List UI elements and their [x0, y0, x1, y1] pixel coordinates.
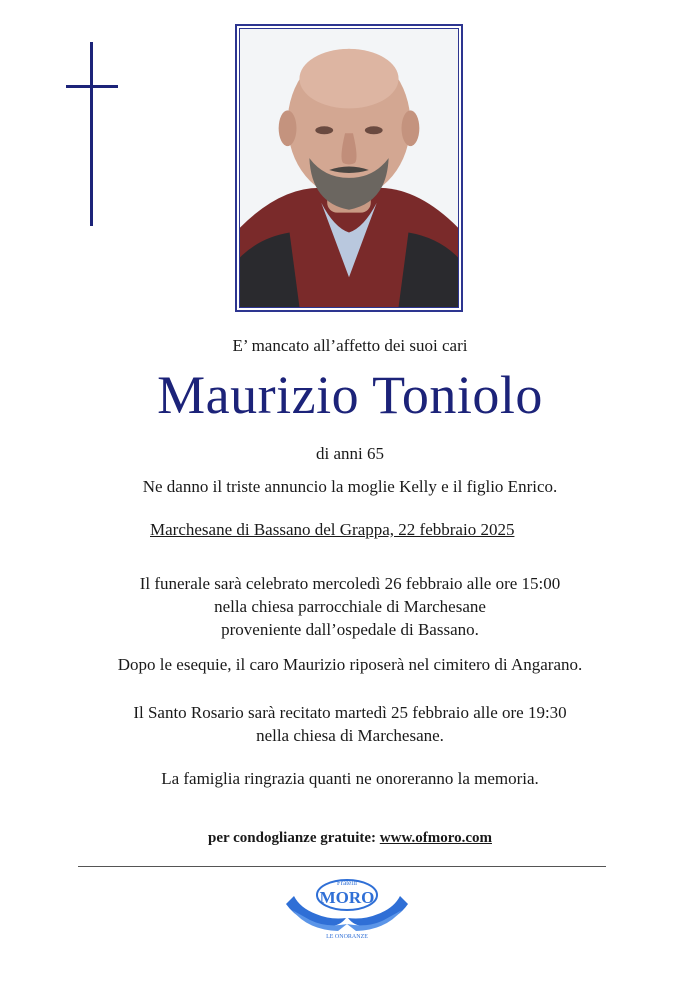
age-text: di anni 65 [316, 444, 384, 463]
cross-icon [66, 42, 118, 226]
funeral-paragraph [0, 572, 700, 641]
logo-bottom-text: LE ONORANZE [326, 934, 368, 940]
rosary-line: nella chiesa di Marchesane. [256, 726, 444, 745]
logo-top-text: Fratelli [336, 879, 358, 887]
intro-text: E’ mancato all’affetto dei suoi cari [232, 336, 468, 355]
thanks-text: La famiglia ringrazia quanti ne onoreranno la memoria. [161, 769, 539, 788]
announcement-text: Ne danno il triste annuncio la moglie Kelly e il figlio Enrico. [142, 477, 558, 496]
rosary-paragraph [0, 701, 700, 747]
condolences-link[interactable]: www.ofmoro.com [379, 830, 492, 846]
divider [78, 866, 606, 867]
burial-paragraph: Dopo le esequie, il caro Maurizio riposerà nel cimitero di Angarano. [117, 655, 583, 674]
moro-logo [280, 874, 414, 940]
funeral-line: nella chiesa parrocchiale di Marchesane [214, 597, 486, 616]
portrait-photo [235, 24, 463, 312]
condolences-line [0, 830, 700, 847]
logo-main-text: MORO [319, 888, 375, 907]
place-date [150, 520, 562, 540]
funeral-line: proveniente dall’ospedale di Bassano. [221, 620, 479, 639]
place-date-text: Marchesane di Bassano del Grappa, 22 febbraio 2025 [150, 520, 515, 539]
deceased-name: Maurizio Toniolo [157, 365, 543, 425]
rosary-line: Il Santo Rosario sarà recitato martedì 25 febbraio alle ore 19:30 [133, 703, 567, 722]
condolences-label: per condoglianze gratuite: [208, 830, 377, 846]
funeral-line: Il funerale sarà celebrato mercoledì 26 febbraio alle ore 15:00 [139, 574, 561, 593]
